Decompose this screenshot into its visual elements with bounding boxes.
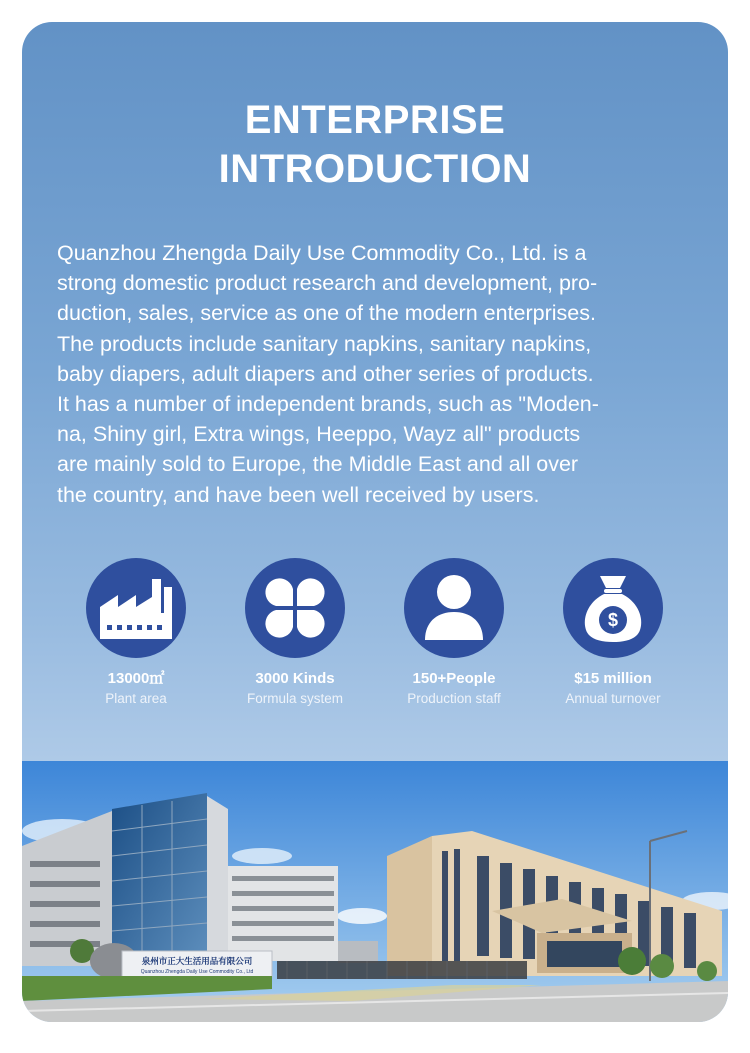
sign-subtext: Quanzhou Zhengda Daily Use Commodity Co., Ltd (140, 969, 254, 975)
money-bag-icon (563, 558, 663, 658)
stat-label: Plant area (105, 691, 167, 706)
stats-row (22, 558, 728, 758)
factory-icon (86, 558, 186, 658)
stat-formula-system (220, 558, 370, 707)
stat-label: Production staff (407, 691, 501, 706)
page-title-line-1: ENTERPRISE (244, 98, 506, 142)
sign-text: 泉州市正大生活用品有限公司 (141, 957, 253, 967)
factory-photo (22, 761, 728, 1022)
svg-text:$: $ (607, 610, 619, 630)
stat-label: Formula system (246, 691, 344, 706)
person-icon (404, 558, 504, 658)
company-description: Quanzhou Zhengda Daily Use Commodity Co., Ltd. is a strong domestic product research and development, pro- duction, sales, service as one of the modern enterprises. The products include sanitary napkins, sanitary napkins, baby diapers, adult diapers and other series of products. It has a number of independent brands, such as "Moden- na, Shiny girl, Extra wings, Heeppo, Wayz all" products are mainly sold to Europe, the Middle East and all over the country, and have been well received by users. (57, 241, 599, 507)
page-title-line-2: INTRODUCTION (218, 147, 532, 191)
intro-card (22, 22, 728, 1022)
stat-annual-turnover (538, 558, 688, 707)
four-petal-icon (245, 558, 345, 658)
stat-value: $15 million (574, 670, 652, 687)
stat-plant-area (61, 558, 211, 707)
stat-value: 13000㎡ (107, 670, 165, 687)
stat-production-staff (379, 558, 529, 707)
stat-value: 3000 Kinds (255, 670, 335, 687)
stat-label: Annual turnover (565, 691, 661, 706)
stat-value: 150+People (412, 670, 496, 687)
